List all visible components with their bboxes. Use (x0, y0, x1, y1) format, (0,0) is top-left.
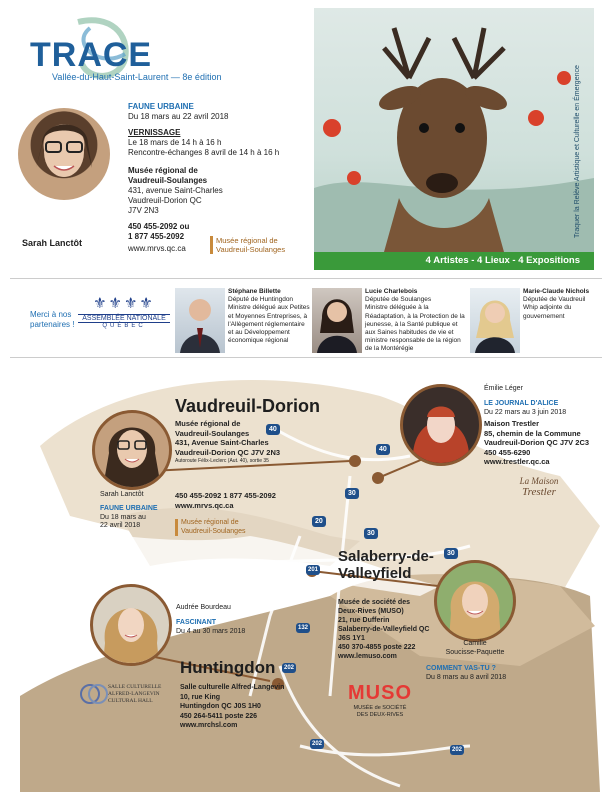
vd-city: Vaudreuil-Dorion (175, 396, 321, 416)
sarah-map-info (100, 505, 158, 531)
audree-expo: FASCINANT (176, 619, 217, 626)
muso-logo (340, 682, 420, 719)
shield-30b: 30 (364, 522, 378, 540)
deer-painting (314, 8, 594, 252)
deputy-3-text: Députée de Vaudreuil Whip adjointe du gouvernement (523, 296, 586, 320)
trestler-logo (484, 476, 594, 498)
trestler-logo-1: La Maison (519, 476, 559, 486)
deputy-photo-3 (470, 288, 520, 353)
vernissage-line1: Le 18 mars de 14 h à 16 h (128, 138, 222, 147)
shield-202a: 202 (284, 665, 295, 671)
sarah-map-name: Sarah Lanctôt (100, 491, 144, 498)
vernissage-line2: Rencontre-échanges 8 avril de 14 h à 16 h (128, 148, 280, 157)
sv-city (338, 548, 434, 582)
vd-note: Autoroute Félix-Leclerc (Aut. 40), sortie 35 (175, 458, 269, 464)
emilie-name: Émilie Léger (484, 385, 523, 392)
vertical-caption (574, 28, 586, 238)
address-2: Vaudreuil-Dorion QC (128, 196, 202, 205)
vertical-text: Traquer la Relève Artistique et Culturelle en Émergence (574, 65, 581, 238)
website[interactable]: www.mrvs.qc.ca (128, 244, 186, 253)
trestler-2: 85, chemin de la Commune (484, 428, 581, 438)
muso-logo-sub2: DES DEUX-RIVES (356, 712, 404, 718)
shield-40a: 40 (266, 418, 280, 436)
logo-subtitle (52, 72, 221, 82)
deputy-3-name: Marie-Claude Nichols (523, 288, 590, 295)
hunt-3: Huntingdon QC J0S 1H0 (180, 703, 261, 710)
camille-2: Soucisse-Paquette (445, 648, 505, 656)
vd-phone: 450 455-2092 1 877 455-2092 (175, 491, 276, 500)
salle-3: CULTURAL HALL (108, 698, 153, 704)
camille-dates: Du 8 mars au 8 avril 2018 (426, 674, 507, 681)
muso-logo-text: MUSO (348, 682, 412, 704)
museum-logo-line1: Musée régional de (216, 236, 278, 245)
address-1: 431, avenue Saint-Charles (128, 186, 223, 195)
address-3: J7V 2N3 (128, 206, 159, 215)
trestler-1: Maison Trestler (484, 419, 540, 428)
emilie-info (484, 384, 604, 417)
shield-201: 201 (308, 567, 319, 573)
expo-dates: Du 18 mars au 22 avril 2018 (128, 112, 229, 121)
emilie-dates: Du 22 mars au 3 juin 2018 (484, 409, 567, 416)
muso-7[interactable]: www.lemuso.com (338, 653, 397, 660)
hunt-info (180, 683, 310, 731)
vd-logo (175, 519, 245, 536)
sarah-map-dates-2: 22 avril 2018 (100, 522, 141, 529)
camille-1: Camille (463, 640, 487, 647)
deputy-1-name: Stéphane Billette (228, 288, 281, 295)
fleur-icon: ⚜⚜⚜⚜ (93, 295, 155, 312)
sarah-map-photo (92, 410, 172, 490)
shield-30a: 30 (345, 482, 359, 500)
hunt-1: Salle culturelle Alfred-Langevin (180, 684, 285, 691)
phone-2: 1 877 455-2092 (128, 232, 185, 241)
partners-label-2: partenaires ! (30, 320, 75, 329)
camille-name (420, 640, 530, 657)
vd-addr-2: Vaudreuil-Dorion QC J7V 2N3 (175, 447, 281, 457)
deputy-2-text: Députée de Soulanges Ministre déléguée à la Réadaptation, à la Protection de la jeunesse, à la Santé publique et aux Saines habitudes de vie et ministre responsable de la région de la Montérégie (365, 296, 465, 353)
salle-logo (108, 684, 161, 705)
sv-city-1: Salaberry-de- (338, 548, 434, 565)
vd-logo-2: Vaudreuil-Soulanges (181, 527, 246, 535)
museum-logo (210, 236, 316, 254)
camille-photo (434, 560, 516, 642)
museum-name-2: Vaudreuil-Soulanges (128, 176, 208, 185)
trestler-4: 450 455-6290 (484, 447, 531, 457)
vd-logo-1: Musée régional de (181, 519, 239, 526)
shield-132: 132 (298, 625, 309, 631)
expo-info (128, 102, 308, 254)
trace-logo (30, 14, 300, 84)
vd-addr-1: 431, Avenue Saint-Charles (175, 438, 269, 447)
vd-web[interactable]: www.mrvs.qc.ca (175, 501, 234, 510)
sarah-map-expo: FAUNE URBAINE (100, 505, 158, 512)
hunt-city: Huntingdon (180, 658, 276, 677)
banner: 4 Artistes - 4 Lieux - 4 Expositions (314, 252, 594, 270)
vd-contact (175, 491, 276, 511)
artist-name: Sarah Lanctôt (22, 238, 83, 248)
deputy-3 (523, 288, 601, 321)
trestler-logo-2: Trestler (522, 486, 556, 498)
shield-202b: 202 (312, 741, 323, 747)
sarah-photo (18, 108, 110, 200)
muso-3: 21, rue Dufferin (338, 617, 390, 624)
muso-5: J6S 1Y1 (338, 635, 365, 642)
assembly-logo (78, 294, 170, 350)
shield-40b: 40 (376, 438, 390, 456)
expo-title: FAUNE URBAINE (128, 102, 194, 111)
museum-logo-line2: Vaudreuil-Soulanges (216, 245, 286, 254)
phone-1: 450 455-2092 ou (128, 222, 190, 231)
muso-2: Deux-Rives (MUSO) (338, 608, 404, 615)
trestler-3: Vaudreuil-Dorion QC J7V 2C3 (484, 438, 590, 447)
hunt-4: 450 264-5411 poste 226 (180, 712, 258, 720)
deputy-photo-1 (175, 288, 225, 353)
audree-dates: Du 4 au 30 mars 2018 (176, 628, 246, 635)
deputy-2-name: Lucie Charlebois (365, 288, 418, 295)
vd-museum-2: Vaudreuil-Soulanges (175, 428, 250, 438)
vernissage-title: VERNISSAGE (128, 128, 181, 137)
camille-info (426, 664, 506, 682)
shield-202c: 202 (452, 747, 463, 753)
deputy-1-text: Député de Huntingdon Ministre délégué aux Petites et Moyennes Entreprises, à l'Allègement réglementaire et au Développement économique régional (228, 296, 310, 345)
emilie-expo: LE JOURNAL D'ALICE (484, 400, 559, 407)
museum-name-1: Musée régional de (128, 166, 198, 175)
shield-30c: 30 (444, 542, 458, 560)
hunt-2: 10, rue King (180, 693, 221, 701)
partners-label-1: Merci à nos (30, 310, 72, 319)
hunt-5[interactable]: www.mrchsl.com (180, 722, 238, 729)
trestler-info (484, 419, 609, 467)
deer-illustration (314, 8, 594, 252)
logo-edition: — 8e édition (170, 72, 222, 82)
salle-logo-icon (78, 684, 110, 704)
camille-expo: COMMENT VAS-TU ? (426, 665, 496, 672)
logo-text: TRACE (30, 36, 153, 74)
audree-name: Audrée Bourdeau (176, 604, 231, 611)
vd-info (175, 419, 315, 467)
deputy-2 (365, 288, 465, 354)
partners-label (30, 310, 74, 330)
muso-logo-sub1: MUSÉE de SOCIÉTÉ (353, 705, 407, 711)
sarah-face (18, 108, 110, 200)
muso-1: Musée de société des (338, 599, 410, 606)
logo-sub: Vallée-du-Haut-Saint-Laurent (52, 72, 169, 82)
sv-city-2: Valleyfield (338, 565, 412, 582)
salle-2: ALFRED-LANGEVIN (108, 691, 160, 697)
muso-6: 450 370-4855 poste 222 (338, 644, 416, 651)
assembly-sub: QUÉBEC (102, 323, 146, 329)
deputy-photo-2 (312, 288, 362, 353)
sarah-map-dates-1: Du 18 mars au (100, 513, 146, 521)
shield-20: 20 (312, 510, 326, 528)
trestler-5[interactable]: www.trestler.qc.ca (484, 457, 550, 466)
vd-museum-1: Musée régional de (175, 419, 241, 428)
assembly-name: ASSEMBLÉE NATIONALE (78, 314, 170, 323)
audree-info (176, 603, 316, 636)
deputy-1 (228, 288, 310, 345)
audree-photo (90, 584, 172, 666)
muso-4: Salaberry-de-Valleyfield QC (338, 626, 430, 633)
salle-1: SALLE CULTURELLE (108, 684, 162, 690)
emilie-photo (400, 384, 482, 466)
